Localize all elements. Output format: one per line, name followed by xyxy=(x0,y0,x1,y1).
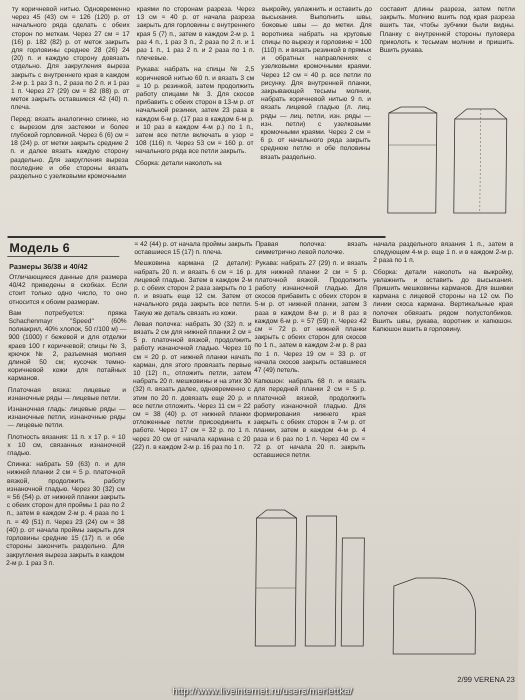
upper-col4-text: составит длины разреза, затем петли закрыть. Молнию вшить под края разреза вшить так, чтобы зубчики были видны. Планку с внутренней стороны пуловера приколоть к тесьмам молнии и пришить. Вшить рукава. xyxy=(379,6,515,55)
model-title: Модель 6 xyxy=(9,241,70,255)
upper-column-1 xyxy=(10,6,130,231)
m6-assembly: Сборка: детали наколоть на выкройку, увлажнить и оставить до высыхания. Пришить мешковины карманов. Для вшивки кармана с лицевой стороны на 12 см. По линии скоса кармана. Вертикальные края полочек обвязать рядом полустолбиков. Вшить швы, рукава, воротник и капюшон. Капюшон вшить в горловину. xyxy=(372,268,514,334)
upper-column-4 xyxy=(379,6,515,101)
m6-back: Спинка: набрать 59 (63) п. и для нижней планки 2 см = 5 р. платочной вязкой, продолжить работу изнаночной гладью. Через 30 (32) см = 56 (54) р. от нижней планки закрыть с обеих сторон для проймы 1 раз по 2 п., затем в каждом 2-м р. 4 раза по 1 п. = 49 (51) п. Через 23 (24) см = 38 (40) р. от начала проймы закрыть для горловины средние 15 (17) п. и обе стороны закончить раздельно. Для закругления выреза закрыть в каждом 2-м р. 1 раз 3 п. xyxy=(6,461,126,567)
upper-pattern-schematic xyxy=(376,105,517,230)
m6-garter-stitch: Платочная вязка: лицевые и изнаночные ряды — лицевые петли. xyxy=(7,386,126,402)
model6-column-1 xyxy=(5,274,127,669)
m6-sleeves: Рукава: набрать 27 (29) п. и вязать для нижней планки 2 см = 5 р. платочной вязкой. Продолжить работу изнаночной гладью. Для скосов прибавить с обеих сторон в 5-м р. от нижней планки, затем 3 раза в каждом 8-м р. и 8 раз в каждом 6-м р. = 57 (59) п. Через 42 см = 72 р. от нижней планки закрыть с обеих сторон для скосов по 1 п., затем в каждом 2-м р. 8 раз по 1 п. Через 19 см = 33 р. от начала скосов закрыть оставшиеся 47 (49) петель. xyxy=(254,260,368,375)
page-footer: 2/99 VERENA 23 xyxy=(457,675,515,684)
m6-col4-text: начала раздельного вязания 1 п., затем в следующем 4-м р. еще 1 п. и в каждом 2-м р. 2 раза по 1 п. xyxy=(373,241,514,265)
upper-col2-assembly: Сборка: детали наколоть на xyxy=(135,159,222,167)
hood-pattern-schematic xyxy=(385,566,496,666)
model6-column-2 xyxy=(130,241,253,671)
model6-column-3 xyxy=(253,241,368,506)
upper-col1-text: ту коричневой нитью. Одновременно через 45 (43) см = 126 (120) р. от начального ряда сделать с обеих сторон по меткам. Через 27 см = 17 (16) р. 182 (82) р. от меток закрыть для горловины среднее 28 (26) 24 (20) п. и каждую сторону довязать отдельно. Для закругления выреза закрыть с внутреннего края в каждом 2-м р. 1 раз 3 п., 2 раза по 2 п. и 1 раз 1 п. Через 27 (29) см = 82 (88) р. от меток закрыть оставшиеся 42 (40) п. плеча. xyxy=(10,6,130,112)
upper-col1-front: Перед: вязать аналогично спинке, но с вырезом для застежки и более глубокой горловиной. Через 6 (6) см = 18 (24) р. от метки закрыть средние 2 п. и далее вязать каждую сторону раздельно. Для закругления выреза последние и обе стороны вязать раздельно с узелковыми кромочными xyxy=(10,115,129,181)
upper-col2-sleeves: Рукава: набрать на спицы № 2,5 коричневой нитью 60 п. и вязать 3 см = 10 р. резинкой, затем продолжить работу спицами № 3. Для скосов прибавить с обеих сторон в 13-м р. от начальной резинки, затем 23 раза в каждом 6-м р. (17 раз в каждом 6-м р. и 10 раз в каждом 4-м р.) по 1 п., затем все петли включать в узор = 108 (116) п. Через 53 см = 160 р. от начального ряда все петли закрыть. xyxy=(135,66,255,156)
m6-col2-text: = 42 (44) р. от начала проймы закрыть оставшиеся 15 (17) п. плеча. xyxy=(134,241,253,257)
watermark-url: http://www.liveinternet.ru/users/merlettka/ xyxy=(172,685,353,696)
m6-gauge: Плотность вязания: 11 п. х 17 р. = 10 х 10 см, связанных изнаночной гладью. xyxy=(7,433,126,458)
m6-pocket-lining: Мешковина кармана (2 детали): набрать 20 п. и вязать 6 см = 16 р. лицевой гладью. Затем в каждом 2-м р. с обеих сторон 2 раза закрыть по 1 п. и вязать еще 12 см. Затем от начального ряда закрыть все петли. Такую же деталь связать из кожи. xyxy=(133,260,253,317)
upper-col3-text: выкройку, увлажнить и оставить до высыхания. Выполнить швы, боковые швы — до метки. Для воротника набрать на круговые спицы по вырезу и горловине = 100 (110) п. и вязать резинкой в прямых и обратных направлениях с узелковыми кромочными краями. Через 12 см = 40 р. все петли по рисунку. Для внутренней планки, закрывающей тесьмы молнии, набрать коричневой нитью 9 п. и вязать лицевой гладью (л. лиц. ряды — лиц. петли, изн. ряды — изн. петли) с узелковыми кромочными краями. Через 2 см = 6 р. от начального ряда закрыть среднюю петлю и обе половины вязать раздельно. xyxy=(260,6,372,161)
title-underline xyxy=(7,256,119,257)
m6-right-front: Правая полочка: вязать симметрично левой полочке. xyxy=(255,241,368,257)
upper-column-3 xyxy=(260,6,372,231)
model6-column-4 xyxy=(371,241,513,446)
upper-col2-text: краями по сторонам разреза. Через 13 см = 40 р. от начала разреза закрыть для горловины с внутреннего края 5 (7) п., затем в каждом 2-м р. 1 раз 4 п., 1 раз 3 п., 2 раза по 2 п. и 1 раз 1 п., 1 раз 2 п. и 2 раза по 1 п. плечевые. xyxy=(136,6,255,63)
m6-reverse-stockinette: Изнаночная гладь: лицевые ряды — изнаночные петли, изнаночные ряды — лицевые петли. xyxy=(7,406,126,430)
m6-materials: Вам потребуется: пряжа Schachenmayr "Speed" (60% полиакрил, 40% хлопок, 50 г/100 м) — 900 (1000) г бежевой и для отделки краев 100 г коричневой; спицы № 3, крючок № 2, разъемная молния длиной 50 см; кусочек темно-коричневой кожи для потайных карманов. xyxy=(7,309,127,383)
section-divider xyxy=(8,236,386,238)
sizes-heading: Размеры 36/38 и 40/42 xyxy=(9,262,88,271)
m6-left-front: Левая полочка: набрать 30 (32) п. и вязать 2 см для нижней планки 2 см = 5 р. платочной вязкой, продолжить работу изнаночной гладью. Через 10 см = 20 р. от нижней планки начать карман, для этого провязать первые 10 (12) п., отложить петли, затем набрать 20 п. мешковины и на этих 30 (32) п. вязать далее, одновременно с этим по 20 п. довязать еще 20 р. и все петли отложить. Через 11 см = 22 см = 38 (40) р. от нижней планки отложенные петли присоединить к работе. Через 17 см = 32 р. по 1 п. через 20 см от начала кармана с 20 (22) п. в каждом 2-м р. 16 раз по 1 п. xyxy=(132,320,252,451)
m6-hood: Капюшон: набрать 68 п. и вязать для передней планки 2 см = 5 р. платочной вязкой, продолжить работу изнаночной гладью. Для формирования нижнего края закрыть с обеих сторон в 7-м р. от планки, затем в каждом 4-м р. 4 раза и 6 раз по 1 п. Через 40 см = 72 р. от начала 20 п. закрыть оставшиеся петли. xyxy=(253,378,367,460)
m6-intro: Отличающиеся данные для размера 40/42 приведены в скобках. Если стоит только одно число, то оно относится к обоим размерам. xyxy=(8,274,128,306)
lower-pattern-schematic xyxy=(249,508,371,658)
upper-column-2 xyxy=(135,6,255,231)
